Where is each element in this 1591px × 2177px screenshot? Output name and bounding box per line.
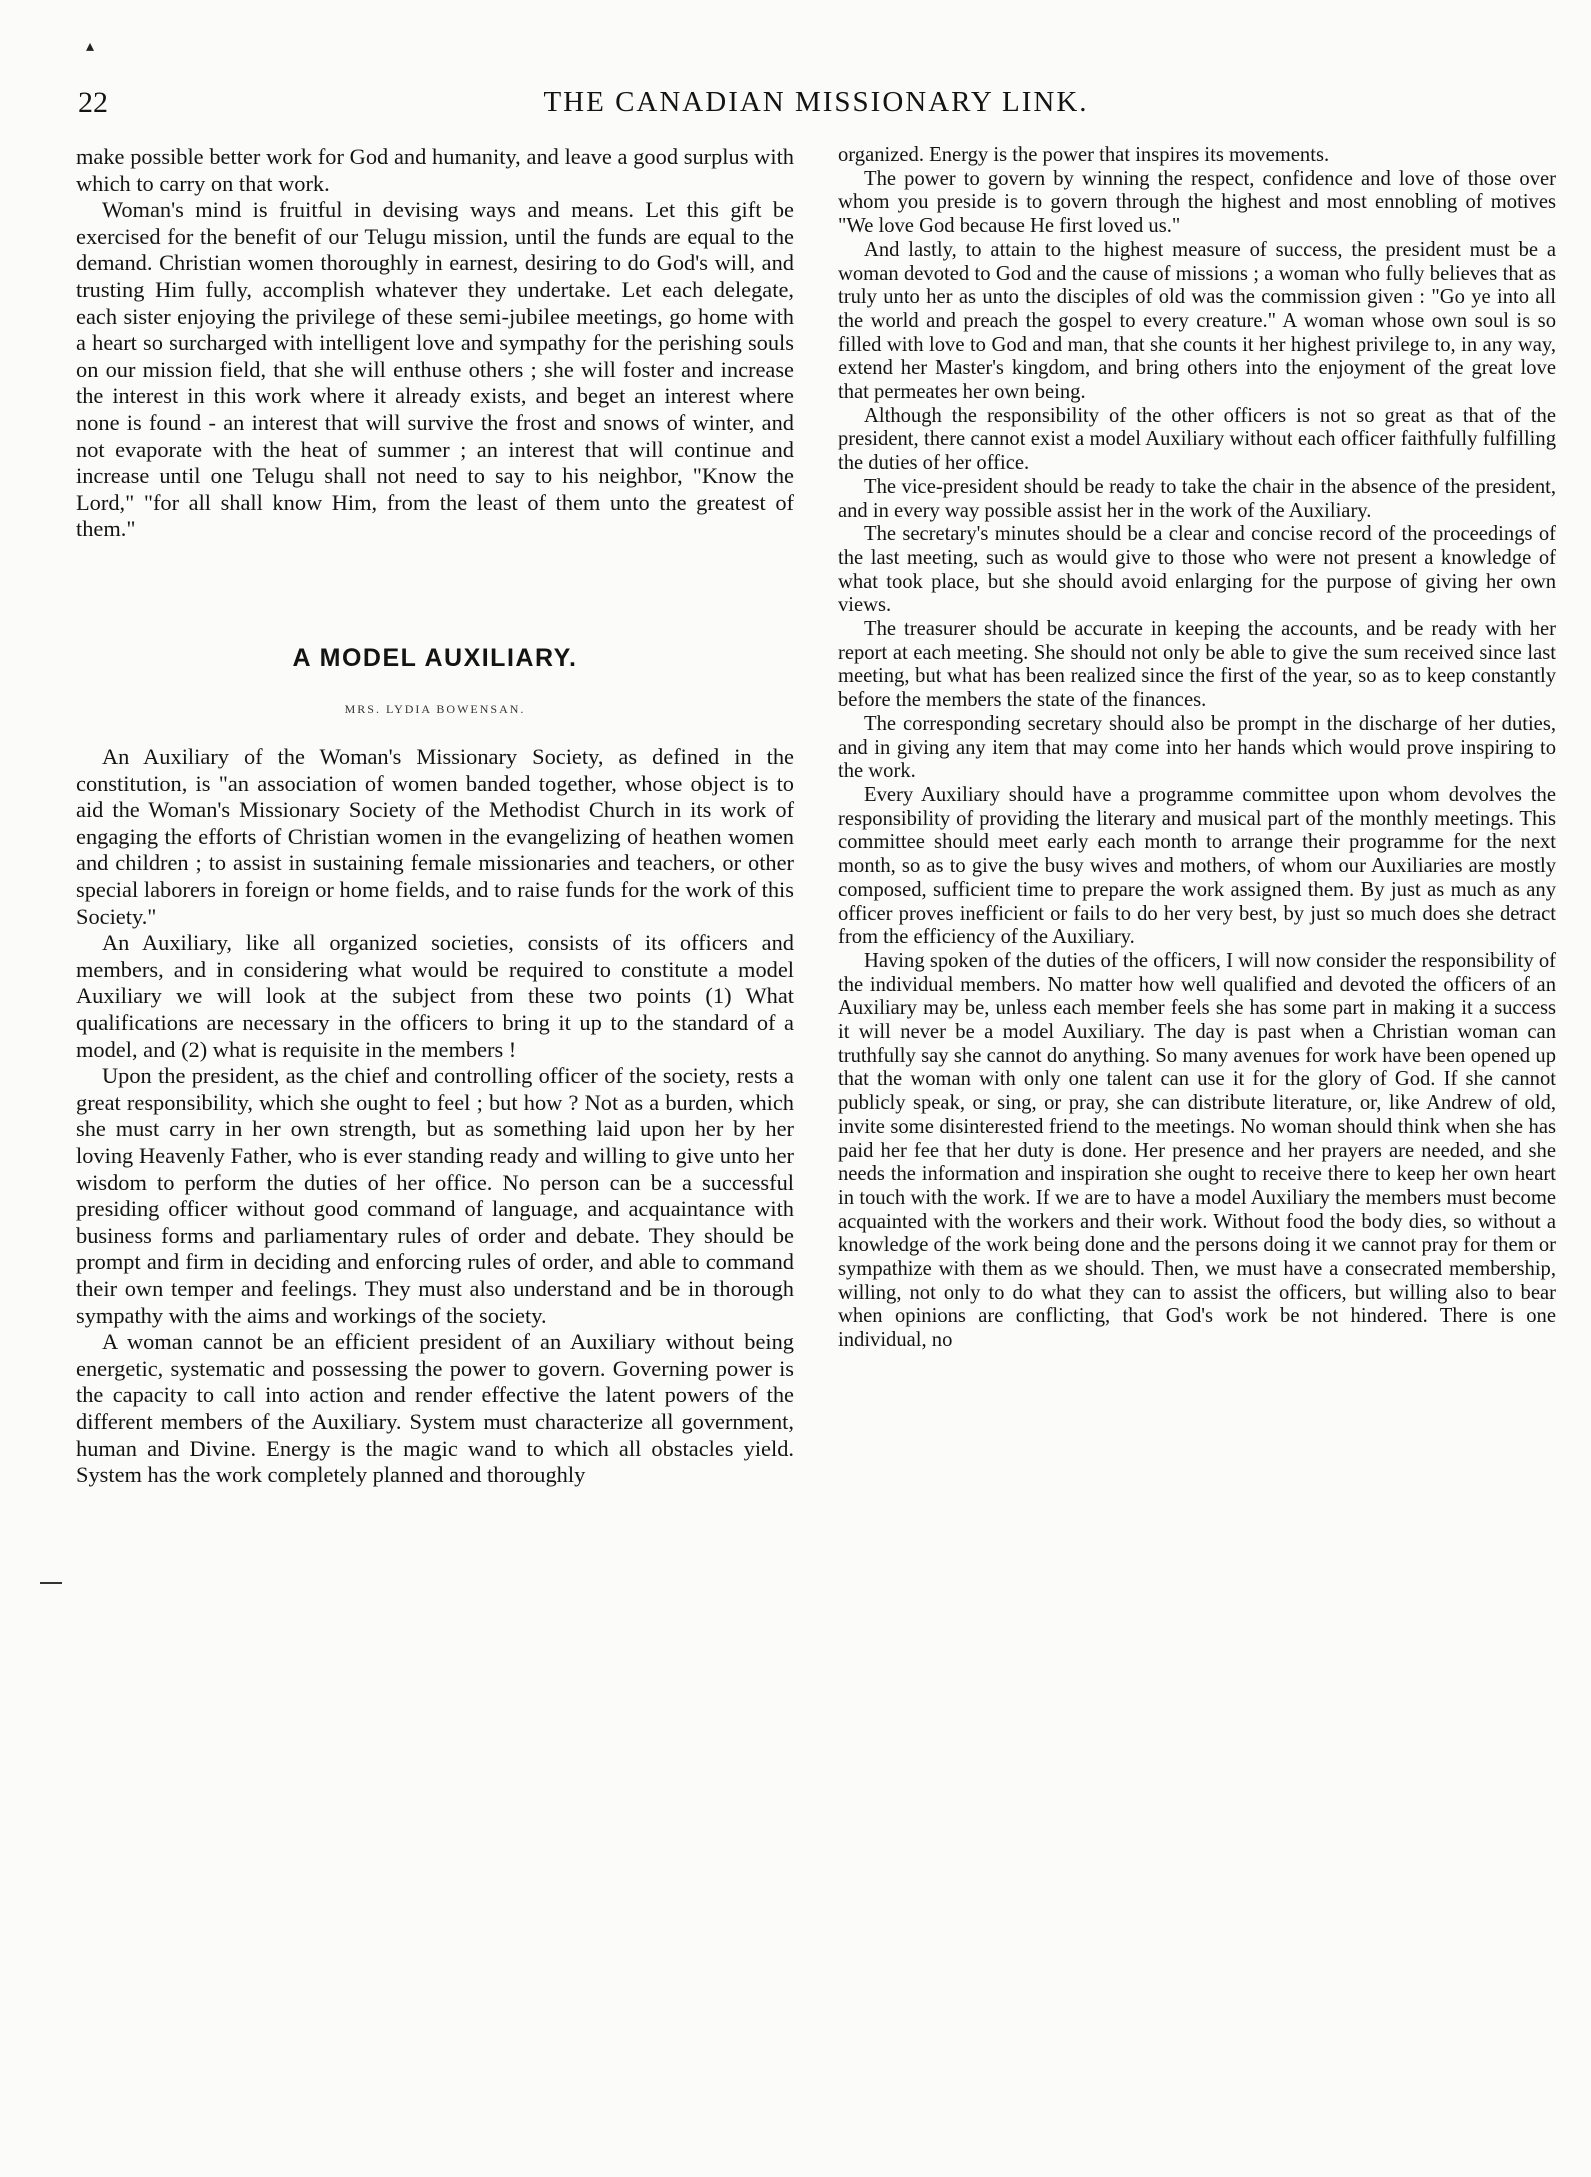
paragraph: Woman's mind is fruitful in devising ways and means. Let this gift be exercised for the benefit of our Telugu mission, until the funds are equal to the demand. Christian women thoroughly in earnest, desiring to do God's will, and trusting Him fully, accomplish whatever they undertake. Let each delegate, each sister enjoying the privilege of these semi-jubilee meetings, go home with a heart so surcharged with intelligent love and sympathy for the perishing souls on our mission field, that she will enthuse others ; she will foster and increase the interest in this work where it already exists, and beget an interest where none is found - an interest that will survive the frost and snows of winter, and not evaporate with the heat of summer ; an interest that will continue and increase until one Telugu shall not need to say to his neighbor, "Know the Lord," "for all shall know Him, from the least of them unto the greatest of them." [76,197,794,542]
paragraph: Upon the president, as the chief and controlling officer of the society, rests a great responsibility, which she ought to feel ; but how ? Not as a burden, which she must carry in her own strength, but as something laid upon her by her loving Heavenly Father, who is ever standing ready and willing to give unto her wisdom to perform the duties of her office. No person can be a successful presiding officer without good command of language, and acquaintance with business forms and parliamentary rules of order and debate. They should be prompt and firm in deciding and enforcing rules of order, and able to command their own temper and feelings. They must also understand and be in thorough sympathy with the aims and workings of the society. [76,1063,794,1328]
page-header [76,86,1556,130]
paragraph: An Auxiliary of the Woman's Missionary Society, as defined in the constitution, is "an association of women banded together, whose object is to aid the Woman's Missionary Society of the Methodist Church in its work of engaging the efforts of Christian women in the evangelizing of heathen women and children ; to assist in sustaining female missionaries and teachers, or other special laborers in foreign or home fields, and to raise funds for the work of this Society." [76,744,794,929]
paragraph: make possible better work for God and humanity, and leave a good surplus with which to carry on that work. [76,144,794,196]
left-column [76,144,794,1489]
paragraph: The treasurer should be accurate in keeping the accounts, and be ready with her report at each meeting. She should not only be able to give the sum received since last meeting, but what has been realized since the first of the year, so as to keep constantly before the members the state of the finances. [838,618,1556,712]
running-title: THE CANADIAN MISSIONARY LINK. [543,86,1089,118]
paragraph: The power to govern by winning the respect, confidence and love of those over whom you preside is to govern through the highest and most ennobling of motives "We love God because He first loved us." [838,167,1556,238]
paragraph: The corresponding secretary should also be prompt in the discharge of her duties, and in giving any item that may come into her hands which would prove inspiring to the work. [838,712,1556,783]
paragraph: And lastly, to attain to the highest measure of success, the president must be a woman devoted to God and the cause of missions ; a woman who fully believes that as truly unto her as unto the disciples of old was the commission given : "Go ye into all the world and preach the gospel to every creature." A woman whose own soul is so filled with love to God and man, that she counts it her highest privilege to, in any way, extend her Master's kingdom, and bring others into the enjoyment of the great love that permeates her own being. [838,238,1556,404]
paragraph: Having spoken of the duties of the officers, I will now consider the responsibility of the individual members. No matter how well qualified and devoted the officers of an Auxiliary may be, unless each member feels she has some part in making it a success it will never be a model Auxiliary. The day is past when a Christian woman can truthfully say she cannot do anything. So many avenues for work have been opened up that the woman with only one talent can use it for the glory of God. If she cannot publicly speak, or sing, or pray, she can distribute literature, or, like Andrew of old, invite some disinterested friend to the meetings. No woman should think when she has paid her fee that her duty is done. Her presence and her prayers are needed, and she needs the information and inspiration she ought to receive there to keep her own heart in touch with the work. If we are to have a model Auxiliary the members must become acquainted with the workers and their work. Without food the body dies, so without a knowledge of the work being done and the persons doing it we cannot pray for them or sympathize with them as we should. Then, we must have a consecrated membership, willing, not only to do what they can to assist the officers, but willing also to bear when opinions are conflicting, that God's work be not hindered. There is one individual, no [838,949,1556,1352]
paragraph: Every Auxiliary should have a programme committee upon whom devolves the responsibility of providing the literary and musical part of the monthly meetings. This committee should meet early each month to arrange their programme for the next month, so as to give the busy wives and mothers, of whom our Auxiliaries are mostly composed, sufficient time to prepare the work assigned them. By just as much as any officer proves inefficient or fails to do her very best, by just so much does she detract from the efficiency of the Auxiliary. [838,783,1556,949]
paragraph: An Auxiliary, like all organized societies, consists of its officers and members, and in considering what would be required to constitute a model Auxiliary we will look at the subject from these two points (1) What qualifications are necessary in the officers to bring it up to the standard of a model, and (2) what is requisite in the members ! [76,930,794,1062]
paragraph: The secretary's minutes should be a clear and concise record of the proceedings of the last meeting, such as would give to those who were not present a knowledge of what took place, but she should avoid enlarging for the purpose of giving her own views. [838,523,1556,617]
page-number: 22 [78,86,108,119]
margin-mark [40,1582,62,1584]
paragraph: A woman cannot be an efficient president of an Auxiliary without being energetic, systematic and possessing the power to govern. Governing power is the capacity to call into action and render effective the latent powers of the different members of the Auxiliary. System must characterize all government, human and Divine. Energy is the magic wand to which all obstacles yield. System has the work completely planned and thoroughly [76,1329,794,1488]
print-mark: ▴ [86,38,95,55]
paragraph: The vice-president should be ready to take the chair in the absence of the president, and in every way possible assist her in the work of the Auxiliary. [838,475,1556,522]
article-byline: MRS. LYDIA BOWENSAN. [344,701,526,716]
paragraph: organized. Energy is the power that inspires its movements. [838,144,1330,166]
right-column [838,144,1556,1353]
article-title: A MODEL AUXILIARY. [292,643,578,672]
paragraph: Although the responsibility of the other officers is not so great as that of the president, there cannot exist a model Auxiliary without each officer faithfully fulfilling the duties of her office. [838,404,1556,475]
